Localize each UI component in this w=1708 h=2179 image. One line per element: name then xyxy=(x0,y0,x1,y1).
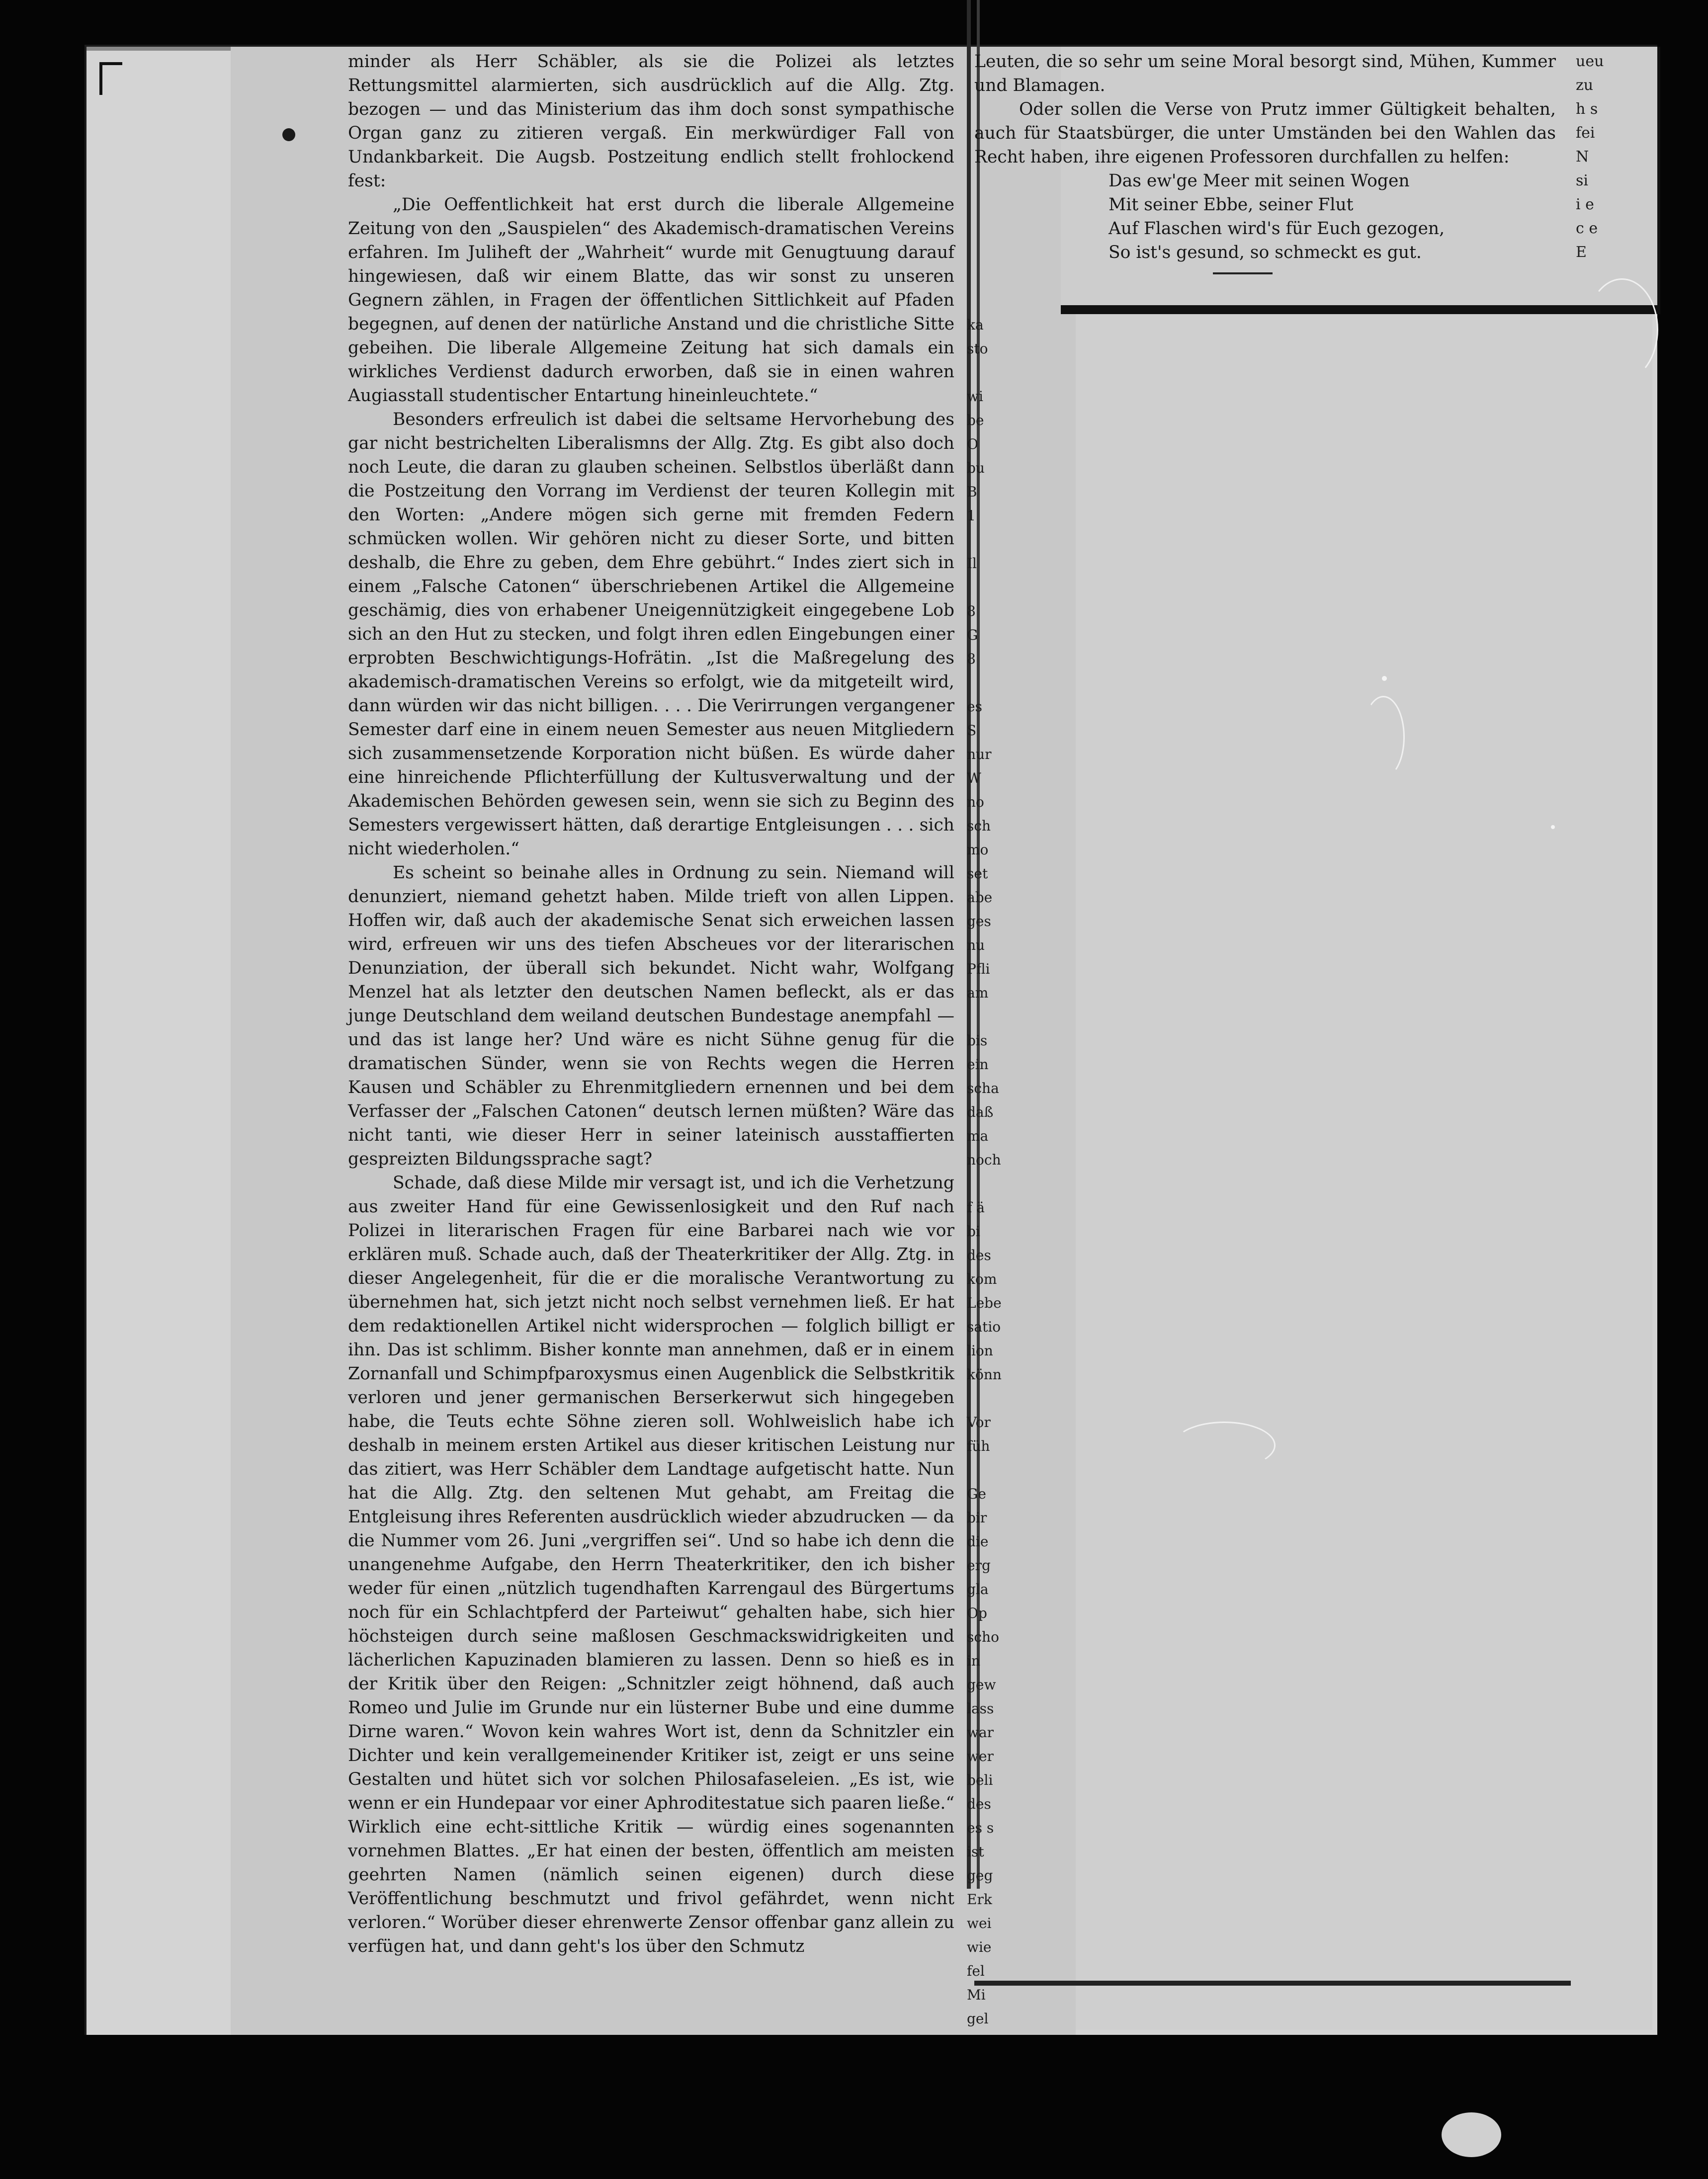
article-quote-paragraph: „Die Oeffentlichkeit hat erst durch die liberale Allgemeine Zeitung von den „Sauspielen“ des Akademisch-dramatischen Vereins erfahren. Im Juliheft der „Wahrheit“ wurde mit Genugtuung darauf hingewiesen, daß wir einem Blatte, das wir sonst zu unseren Gegnern zählen, in Fragen der öffentlichen Sittlichkeit auf Pfaden begegnen, auf denen der natürliche Anstand und die christliche Sitte gebeihen. Die liberale Allgemeine Zeitung hat sich damals ein wirkliches Verdienst dadurch erworben, daß sie in einen wahren Augiasstall studentischer Entartung hineinleuchtete.“ xyxy=(348,195,954,406)
ink-dot xyxy=(282,128,295,141)
fragment-line: wie xyxy=(967,1939,992,1955)
fragment-line xyxy=(967,528,997,552)
article-paragraph: Es scheint so beinahe alles in Ordnung zu sein. Niemand will denunziert, niemand gehetzt haben. Milde trieft von allen Lippen. Hoffen wir, daß auch der akademische Senat sich erweichen lassen wird, erfreuen wir uns des tiefen Abscheues vor der literarischen Denunziation, der überall sich bekundet. Nicht wahr, Wolfgang Menzel hat als letzter den deutschen Namen befleckt, als er das junge Deutschland dem weiland deutschen Bundestage anempfahl — und das ist lange her? Und wäre es nicht Sühne genug für die dramatischen Sünder, wenn sie von Rechts wegen die Herren Kausen und Schäbler zu Ehrenmitgliedern ernennen und bei dem Verfasser der „Falschen Catonen“ deutsch lernen müßten? Wäre das nicht tanti, wie dieser Herr in seiner lateinisch ausstaffierten gespreizten Bildungssprache sagt? xyxy=(348,863,954,1169)
fragment-line: 8 xyxy=(967,603,976,619)
fragment-line xyxy=(967,576,997,599)
article-continuation: Leuten, die so sehr um seine Moral besorgt sind, Mühen, Kummer und Blamagen. xyxy=(974,52,1556,95)
fragment-line: f ä xyxy=(967,1199,985,1216)
fragment-line: nu xyxy=(967,937,985,953)
fragment-line: i e xyxy=(1576,196,1594,213)
fragment-line: es xyxy=(967,698,982,715)
fragment-line: 1 xyxy=(967,507,976,524)
fragment-line: bu xyxy=(967,460,985,476)
fragment-line: wei xyxy=(967,1915,992,1931)
fragment-line: zu xyxy=(1576,77,1594,94)
fragment-line: scha xyxy=(967,1080,999,1096)
fragment-line: no xyxy=(967,794,984,810)
film-scratch xyxy=(1362,696,1405,778)
fragment-line: füh xyxy=(967,1438,990,1454)
fragment-line: lion xyxy=(967,1342,993,1359)
fragment-line: des xyxy=(967,1796,991,1812)
blank-paper-area xyxy=(1076,305,1652,2030)
fragment-line: gel xyxy=(967,2011,989,2027)
fragment-line: bis xyxy=(967,1032,988,1049)
article-left-column xyxy=(348,50,954,1958)
article-right-column xyxy=(974,50,1556,274)
fragment-line: am xyxy=(967,985,989,1001)
fragment-line: könn xyxy=(967,1366,1002,1383)
fragment-line: kom xyxy=(967,1271,997,1287)
fragment-line: wi xyxy=(967,388,983,405)
fragment-line: des xyxy=(967,1247,991,1263)
film-scratch xyxy=(1173,1422,1276,1469)
fragment-line xyxy=(967,361,997,385)
fragment-line: h s xyxy=(1576,100,1598,118)
fragment-line: in xyxy=(967,1653,980,1669)
dust-speck xyxy=(1551,825,1555,829)
article-paragraph: minder als Herr Schäbler, als sie die Polizei als letztes Rettungsmittel alarmierten, sich ausdrücklich auf die Allg. Ztg. bezogen — und das Ministerium das ihm doch sonst sympathische Organ ganz zu zitieren vergaß. Ein merkwürdiger Fall von Undankbarkeit. Die Augsb. Postzeitung endlich stellt frohlockend fest: xyxy=(348,52,954,191)
fragment-line: G xyxy=(967,627,978,643)
fragment-line: Mi xyxy=(967,1987,986,2003)
fragment-line: ka xyxy=(967,317,984,333)
fragment-line: lass xyxy=(967,1700,994,1717)
fragment-line: E xyxy=(1576,244,1587,261)
dust-speck xyxy=(1382,676,1387,681)
fragment-line: set xyxy=(967,865,988,882)
fragment-line: bi xyxy=(967,1223,980,1240)
fragment-line: wer xyxy=(967,1748,994,1764)
fragment-line xyxy=(967,1005,997,1029)
fragment-line: war xyxy=(967,1724,994,1741)
verse-block xyxy=(1109,169,1556,264)
fragment-line: Vor xyxy=(967,1414,991,1430)
fragment-line: ma xyxy=(967,1128,989,1144)
verse-line: Mit seiner Ebbe, seiner Flut xyxy=(1109,195,1354,215)
fragment-line: N xyxy=(1576,148,1589,166)
fragment-line: W xyxy=(967,770,981,786)
fragment-line: abe xyxy=(967,889,993,906)
fragment-line: noch xyxy=(967,1152,1001,1168)
fragment-line: B xyxy=(967,484,977,500)
fragment-line: fel xyxy=(967,1963,985,1979)
film-scratch xyxy=(1586,278,1658,381)
fragment-line xyxy=(967,1387,997,1411)
fragment-line: ist xyxy=(967,1844,984,1860)
dust-speck xyxy=(1442,2112,1501,2157)
fragment-line: mo xyxy=(967,841,989,858)
fragment-line: O xyxy=(967,436,978,452)
fragment-line xyxy=(967,1458,997,1482)
adjacent-clipping-fragment xyxy=(1576,50,1635,264)
fragment-line: erg xyxy=(967,1557,991,1574)
fragment-line: satio xyxy=(967,1319,1001,1335)
fragment-line: sto xyxy=(967,340,988,357)
fragment-line: Erk xyxy=(967,1891,992,1908)
verse-line: Auf Flaschen wird's für Euch gezogen, xyxy=(1109,219,1445,239)
article-paragraph: Schade, daß diese Milde mir versagt ist, und ich die Verhetzung aus zweiter Hand für eine Gewissenlosigkeit und den Ruf nach Polizei in literarischen Fragen für eine Barbarei nach wie vor erklären muß. Schade auch, daß der Theaterkritiker der Allg. Ztg. in dieser Angelegenheit, für die er die moralische Verantwortung zu übernehmen hat, sich jetzt nicht noch selbst vernehmen ließ. Er hat dem redaktionellen Artikel nicht widersprochen — folglich billigt er ihn. Das ist schlimm. Bisher konnte man annehmen, daß er in einem Zornanfall und Schimpfparoxysmus einen Augenblick die Selbstkritik verloren und jener germanischen Berserkerwut sich hingegeben habe, die Teuts echte Söhne zieren soll. Wohlweislich habe ich deshalb in meinem ersten Artikel aus dieser kritischen Leistung nur das zitiert, was Herr Schäbler dem Landtage aufgetischt hatte. Nun hat die Allg. Ztg. den seltenen Mut gehabt, am Freitag die Entgleisung ihres Referenten ausdrücklich wieder abzudrucken — da die Nummer vom 26. Juni „vergriffen sei“. Und so habe ich denn die unangenehme Aufgabe, den Herrn Theaterkritiker, den ich bisher weder für einen „nützlich tugendhaften Karrengaul des Bürgertums noch für ein Schlachtpferd der Parteiwut“ gehalten habe, sich hier höchsteigen durch seine maßlosen Geschmackswidrigkeiten und lächerlichen Kapuzinaden blamieren zu lassen. Denn so hieß es in der Kritik über den Reigen: „Schnitzler zeigt höhnend, daß auch Romeo und Julie im Grunde nur ein lüsterner Bube und eine dumme Dirne waren.“ Wovon kein wahres Wort ist, denn da Schnitzler ein Dichter und kein verallgemeinender Kritiker ist, zeigt er uns seine Gestalten und hütet sich vor solchen Philosafaseleien. „Es ist, wie wenn er ein Hundepaar vor einer Aphroditestatue sich paaren ließe.“ Wirklich eine echt-sittliche Kritik — würdig eines sogenannten vornehmen Blattes. „Er hat einen der besten, öffentlich am meisten geehrten Namen (nämlich seinen eigenen) durch diese Veröffentlichung beschmutzt und frivol gefährdet, wenn nicht verloren.“ Worüber dieser ehrenwerte Zensor offenbar ganz allein zu verfügen hat, und dann geht's los über den Schmutz xyxy=(348,1173,954,1956)
fragment-line: ges xyxy=(967,913,991,929)
fragment-line: Lebe xyxy=(967,1295,1002,1311)
clipping-bottom-edge xyxy=(974,1981,1571,1986)
fragment-line: bir xyxy=(967,1509,987,1526)
fragment-line: Il xyxy=(967,555,977,572)
fragment-line: es s xyxy=(967,1820,994,1836)
article-paragraph: Oder sollen die Verse von Prutz immer Gültigkeit behalten, auch für Staatsbürger, die unter Umständen bei den Wahlen das Recht haben, ihre eigenen Professoren durchfallen zu helfen: xyxy=(974,99,1556,167)
fragment-line: Pfli xyxy=(967,961,990,977)
fragment-line: si xyxy=(1576,172,1588,189)
corner-crop-mark xyxy=(99,62,122,95)
fragment-line xyxy=(967,671,997,695)
underlying-clipping-fragment xyxy=(967,313,1002,2031)
fragment-line: daß xyxy=(967,1104,994,1120)
fragment-line: ein xyxy=(967,1056,989,1073)
fragment-line: be xyxy=(967,412,984,428)
fragment-line: gla xyxy=(967,1581,989,1597)
verse-line: So ist's gesund, so schmeckt es gut. xyxy=(1109,243,1422,262)
fragment-line: Ge xyxy=(967,1486,986,1502)
article-paragraph: Besonders erfreulich ist dabei die seltsame Hervorhebung des gar nicht bestrichelten Liberalismns der Allg. Ztg. Es gibt also doch noch Leute, die daran zu glauben scheinen. Selbstlos überläßt dann die Postzeitung den Vorrang im Verdienst der teuren Kollegin mit den Worten: „Andere mögen sich gerne mit fremden Federn schmücken wollen. Wir gehören nicht zu dieser Sorte, und bitten deshalb, die Ehre zu geben, dem Ehre gebührt.“ Indes ziert sich in einem „Falsche Catonen“ überschriebenen Artikel die Allgemeine geschämig, dies von erhabener Uneigennützigkeit eingegebene Lob sich an den Hut zu stecken, und folgt ihren edlen Eingebungen einer erprobten Beschwichtigungs-Hofrätin. „Ist die Maßregelung des akademisch-dramatischen Vereins so erfolgt, wie da mitgeteilt wird, dann würden wir das nicht billigen. . . . Die Verirrungen vergangener Semester darf eine in einem neuen Semester aus neuen Mitgliedern sich zusammensetzende Korporation nicht büßen. Es würde daher eine hinreichende Pflichterfüllung der Kultusverwaltung und der Akademischen Behörden gewesen sein, wenn sie sich zu Beginn des Semesters vergewissert hätten, daß derartige Entgleisungen . . . sich nicht wiederholen.“ xyxy=(348,410,954,859)
fragment-line: ueu xyxy=(1576,53,1604,70)
fragment-line: 8 xyxy=(967,651,976,667)
fragment-line: S xyxy=(967,722,977,739)
fragment-line: Op xyxy=(967,1605,987,1621)
end-rule xyxy=(1213,272,1273,274)
verse-line: Das ew'ge Meer mit seinen Wogen xyxy=(1109,171,1410,191)
fragment-line: die xyxy=(967,1533,989,1550)
fragment-line: fei xyxy=(1576,124,1595,142)
fragment-line: scho xyxy=(967,1629,999,1645)
fragment-line xyxy=(967,1172,997,1196)
fragment-line: nur xyxy=(967,746,992,762)
fragment-line: c e xyxy=(1576,220,1598,237)
fragment-line: beli xyxy=(967,1772,993,1788)
fragment-line: gew xyxy=(967,1676,996,1693)
fragment-line: sch xyxy=(967,818,991,834)
fragment-line: geg xyxy=(967,1867,993,1884)
